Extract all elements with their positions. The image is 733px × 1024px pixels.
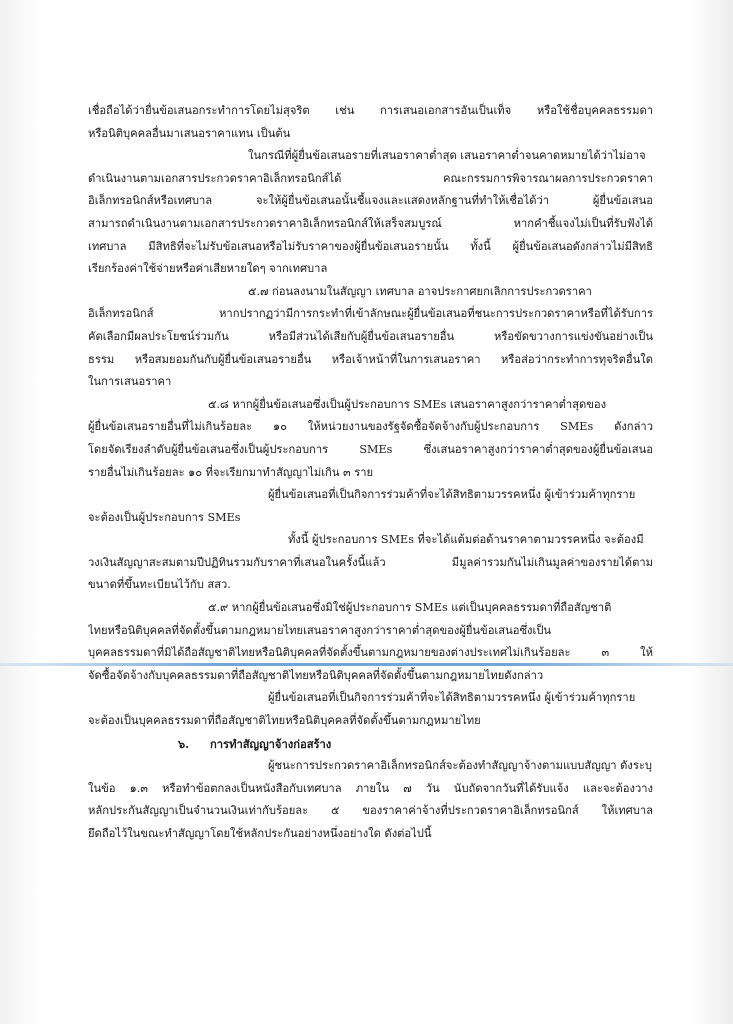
text-line: ไทยหรือนิติบุคคลที่จัดตั้งขึ้นตามกฎหมายไทยเสนอราคาสูงกว่าราคาต่ำสุดของผู้ยื่นข้อเสนอซึ่งเป็น	[88, 623, 552, 637]
text-line: รายอื่นไม่เกินร้อยละ ๑๐ ที่จะเรียกมาทำสัญญาไม่เกิน ๓ ราย	[88, 465, 374, 479]
text-line: ๕.๘ หากผู้ยื่นข้อเสนอซึ่งเป็นผู้ประกอบการ SMEs เสนอราคาสูงกว่าราคาต่ำสุดของ	[208, 397, 607, 411]
text-line: บุคคลธรรมดาที่มิได้ถือสัญชาติไทยหรือนิติบุคคลที่จัดตั้งขึ้นตามกฎหมายของต่างประเทศไม่เกินร้อยละ ๓ ให้	[88, 646, 653, 660]
text-line: จะต้องเป็นผู้ประกอบการ SMEs	[88, 510, 241, 524]
paragraph-joint-venture-smes	[88, 484, 653, 529]
text-line: ในข้อ ๑.๓ หรือทำข้อตกลงเป็นหนังสือกับเทศบาล ภายใน ๗ วัน นับถัดจากวันที่ได้รับแจ้ง และจะต้องวาง	[88, 781, 653, 795]
paragraph-5-8	[88, 394, 653, 484]
text-line: ๕.๗ ก่อนลงนามในสัญญา เทศบาล อาจประกาศยกเลิกการประกวดราคา	[248, 284, 592, 298]
text-line: ผู้ยื่นข้อเสนอที่เป็นกิจการร่วมค้าที่จะได้สิทธิตามวรรคหนึ่ง ผู้เข้าร่วมค้าทุกราย	[268, 691, 636, 705]
text-line: ในการเสนอราคา	[88, 375, 172, 389]
text-line: เรียกร้องค่าใช้จ่ายหรือค่าเสียหายใดๆ จากเทศบาล	[88, 262, 328, 276]
paragraph-5-6-continued	[88, 100, 653, 145]
section-6-heading	[88, 733, 653, 756]
paragraph-joint-venture-thai	[88, 687, 653, 732]
text-line: ดำเนินงานตามเอกสารประกวดราคาอิเล็กทรอนิกส์ได้ คณะกรรมการพิจารณาผลการประกวดราคา	[88, 171, 653, 185]
paragraph-5-7	[88, 281, 653, 394]
paragraph-5-9	[88, 597, 653, 687]
text-line: เทศบาล มีสิทธิที่จะไม่รับข้อเสนอหรือไม่รับราคาของผู้ยื่นข้อเสนอรายนั้น ทั้งนี้ ผู้ยื่นข้อเสนอดังกล่าวไม่มีสิทธิ	[88, 239, 653, 253]
text-line: สามารถดำเนินงานตามเอกสารประกวดราคาอิเล็กทรอนิกส์ให้เสร็จสมบูรณ์ หากคำชี้แจงไม่เป็นที่รับฟังได้	[88, 216, 653, 230]
text-line: เชื่อถือได้ว่ายื่นข้อเสนอกระทำการโดยไม่สุจริต เช่น การเสนอเอกสารอันเป็นเท็จ หรือใช้ชื่อบุคคลธรรมดา	[88, 104, 653, 117]
text-line: หลักประกันสัญญาเป็นจำนวนเงินเท่ากับร้อยละ ๕ ของราคาค่าจ้างที่ประกวดราคาอิเล็กทรอนิกส์ ให้เทศบาล	[88, 804, 653, 818]
text-line: ขนาดที่ขึ้นทะเบียนไว้กับ สสว.	[88, 578, 231, 592]
text-line: ยึดถือไว้ในขณะทำสัญญาโดยใช้หลักประกันอย่างหนึ่งอย่างใด ดังต่อไปนี้	[88, 827, 432, 840]
paragraph-lowest-bid	[88, 145, 653, 281]
text-line: วงเงินสัญญาสะสมตามปีปฏิทินรวมกับราคาที่เสนอในครั้งนี้แล้ว มีมูลค่ารวมกันไม่เกินมูลค่าของรายได้ตาม	[88, 555, 653, 569]
text-line: ผู้ยื่นข้อเสนอรายอื่นที่ไม่เกินร้อยละ ๑๐ ให้หน่วยงานของรัฐจัดซื้อจัดจ้างกับผู้ประกอบการ SMEs ดังกล่าว	[88, 420, 653, 434]
text-line: อิเล็กทรอนิกส์หรือเทศบาล จะให้ผู้ยื่นข้อเสนอนั้นชี้แจงและแสดงหลักฐานที่ทำให้เชื่อได้ว่า ผู้ยื่นข้อเสนอ	[88, 194, 653, 208]
paragraph-6	[88, 755, 653, 845]
text-line: จัดซื้อจัดจ้างกับบุคคลธรรมดาที่ถือสัญชาติไทยหรือนิติบุคคลที่จัดตั้งขึ้นตามกฎหมายไทยดังกล่าว	[88, 668, 544, 682]
section-title: การทำสัญญาจ้างก่อสร้าง	[210, 736, 332, 751]
document-body	[88, 100, 653, 846]
paragraph-smes-advantage	[88, 529, 653, 597]
text-line: ทั้งนี้ ผู้ประกอบการ SMEs ที่จะได้แต้มต่อด้านราคาตามวรรคหนึ่ง จะต้องมี	[288, 533, 644, 547]
text-line: คัดเลือกมีผลประโยชน์ร่วมกัน หรือมีส่วนได้เสียกับผู้ยื่นข้อเสนอรายอื่น หรือขัดขวางการแข่งขันอย่างเป็น	[88, 329, 653, 343]
text-line: ในกรณีที่ผู้ยื่นข้อเสนอรายที่เสนอราคาต่ำสุด เสนอราคาต่ำจนคาดหมายได้ว่าไม่อาจ	[248, 149, 646, 163]
text-line: อิเล็กทรอนิกส์ หากปรากฏว่ามีการกระทำที่เข้าลักษณะผู้ยื่นข้อเสนอที่ชนะการประกวดราคาหรือที่ได้รับการ	[88, 307, 653, 321]
text-line: โดยจัดเรียงลำดับผู้ยื่นข้อเสนอซึ่งเป็นผู้ประกอบการ SMEs ซึ่งเสนอราคาสูงกว่าราคาต่ำสุดของผู้ยื่นข้อเสนอ	[88, 442, 653, 456]
text-line: หรือนิติบุคคลอื่นมาเสนอราคาแทน เป็นต้น	[88, 126, 291, 140]
text-line: ผู้ชนะการประกวดราคาอิเล็กทรอนิกส์จะต้องทำสัญญาจ้างตามแบบสัญญา ดังระบุ	[268, 759, 652, 773]
text-line: ผู้ยื่นข้อเสนอที่เป็นกิจการร่วมค้าที่จะได้สิทธิตามวรรคหนึ่ง ผู้เข้าร่วมค้าทุกราย	[268, 488, 636, 502]
section-number: ๖.	[178, 736, 189, 751]
text-line: ๕.๙ หากผู้ยื่นข้อเสนอซึ่งมิใช่ผู้ประกอบการ SMEs แต่เป็นบุคคลธรรมดาที่ถือสัญชาติ	[208, 601, 612, 615]
text-line: ธรรม หรือสมยอมกันกับผู้ยื่นข้อเสนอรายอื่น หรือเจ้าหน้าที่ในการเสนอราคา หรือส่อว่ากระทำการทุจริตอื่นใด	[88, 352, 653, 366]
text-line: จะต้องเป็นบุคคลธรรมดาที่ถือสัญชาติไทยหรือนิติบุคคลที่จัดตั้งขึ้นตามกฎหมายไทย	[88, 714, 481, 728]
